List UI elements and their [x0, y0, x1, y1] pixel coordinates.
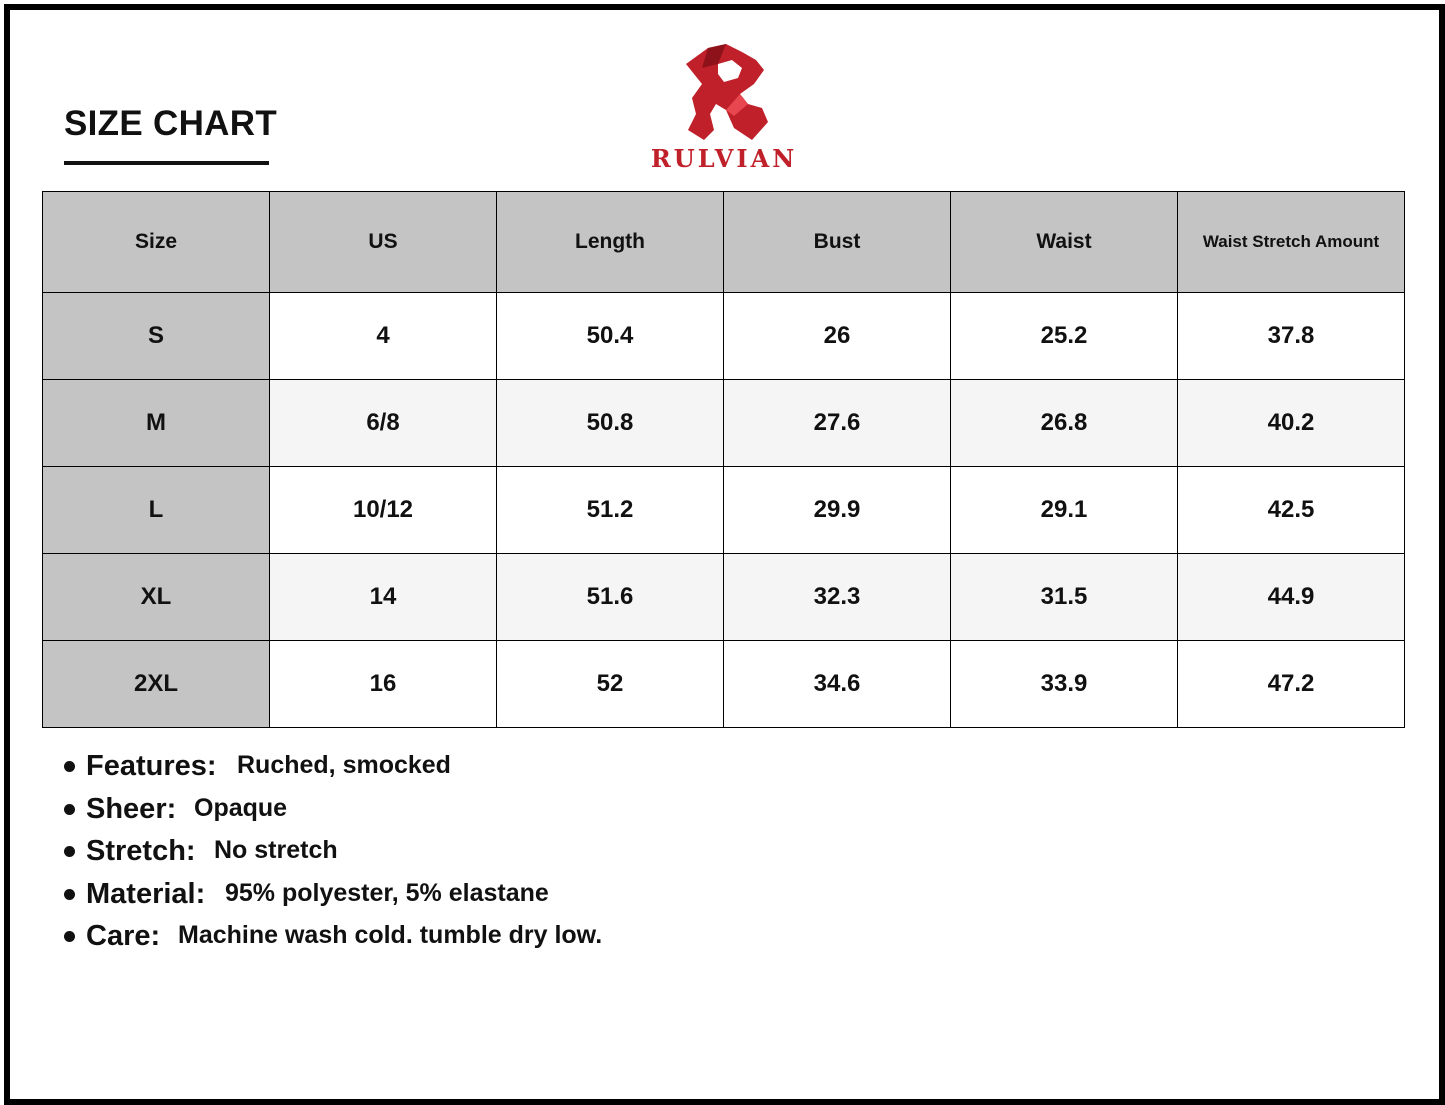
feature-label: Material: [86, 877, 206, 910]
table-row [43, 467, 1405, 554]
table-header-row [43, 192, 1405, 293]
cell-waist-stretch: 47.2 [1178, 641, 1405, 728]
cell-length: 52 [497, 641, 724, 728]
cell-us: 4 [270, 293, 497, 380]
brand-logo [638, 44, 810, 176]
feature-label: Stretch: [86, 835, 196, 867]
feature-label: Care: [86, 920, 161, 952]
brand-name: RULVIAN [650, 144, 798, 173]
cell-bust: 29.9 [724, 467, 951, 554]
cell-us: 6/8 [270, 380, 497, 467]
bullet-icon [64, 846, 75, 857]
column-header-bust: Bust [724, 192, 951, 293]
column-header-us: US [270, 192, 497, 293]
cell-size: M [43, 380, 270, 467]
cell-size: S [43, 293, 270, 380]
feature-value: Opaque [194, 793, 288, 822]
cell-length: 50.4 [497, 293, 724, 380]
bullet-icon [64, 761, 75, 772]
cell-waist-stretch: 37.8 [1178, 293, 1405, 380]
cell-length: 50.8 [497, 380, 724, 467]
cell-bust: 26 [724, 293, 951, 380]
feature-value: Machine wash cold. tumble dry low. [178, 921, 603, 949]
table-row [43, 554, 1405, 641]
cell-waist: 25.2 [951, 293, 1178, 380]
column-header-waist: Waist [951, 192, 1178, 293]
column-header-length: Length [497, 192, 724, 293]
cell-size: XL [43, 554, 270, 641]
cell-us: 14 [270, 554, 497, 641]
cell-waist: 33.9 [951, 641, 1178, 728]
cell-bust: 27.6 [724, 380, 951, 467]
feature-label: Features: [86, 750, 217, 782]
size-chart-table [42, 191, 1405, 728]
cell-waist: 26.8 [951, 380, 1178, 467]
feature-value: 95% polyester, 5% elastane [225, 878, 549, 907]
table-row [43, 293, 1405, 380]
title-underline [64, 161, 269, 165]
cell-length: 51.2 [497, 467, 724, 554]
table-row [43, 380, 1405, 467]
bullet-icon [64, 889, 75, 900]
cell-bust: 34.6 [724, 641, 951, 728]
table-row [43, 641, 1405, 728]
feature-value: No stretch [214, 836, 338, 864]
cell-waist-stretch: 44.9 [1178, 554, 1405, 641]
cell-us: 10/12 [270, 467, 497, 554]
cell-waist-stretch: 40.2 [1178, 380, 1405, 467]
cell-us: 16 [270, 641, 497, 728]
column-header-waist-stretch: Waist Stretch Amount [1178, 192, 1405, 293]
bullet-icon [64, 804, 75, 815]
page-title: SIZE CHART [64, 104, 277, 143]
brand-r-icon [682, 44, 770, 142]
cell-size: 2XL [43, 641, 270, 728]
bullet-icon [64, 931, 75, 942]
feature-label: Sheer: [86, 792, 177, 825]
cell-size: L [43, 467, 270, 554]
cell-waist: 29.1 [951, 467, 1178, 554]
column-header-size: Size [43, 192, 270, 293]
feature-value: Ruched, smocked [237, 751, 451, 779]
cell-waist-stretch: 42.5 [1178, 467, 1405, 554]
cell-waist: 31.5 [951, 554, 1178, 641]
cell-length: 51.6 [497, 554, 724, 641]
cell-bust: 32.3 [724, 554, 951, 641]
